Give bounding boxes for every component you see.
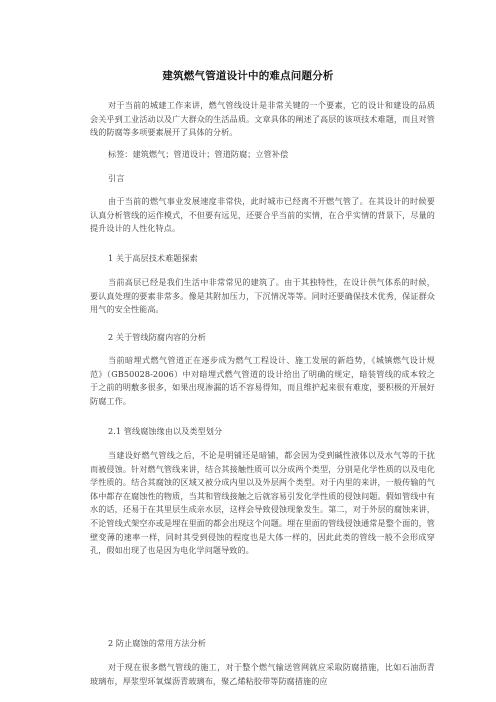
page-title: 建筑燃气管道设计中的难点问题分析 bbox=[162, 70, 334, 82]
section-2-methods-heading: 2 防止腐蚀的常用方法分析 bbox=[108, 638, 207, 648]
abstract-paragraph: 对于当前的城建工作来讲，燃气管线设计是非常关键的一个要素，它的设计和建设的品质会关乎到工业活动以及广大群众的生活品质。文章具体的阐述了高层的该项技术难题，而且对管线的防腐等多项要素展开了具体的分析。 bbox=[90, 100, 435, 138]
section-1-heading: 1 关于高层技术难题探索 bbox=[108, 253, 198, 263]
section-2-1-paragraph: 当建设好燃气管线之后，不论是明铺还是暗铺，都会因为受到碱性液体以及水气等的干扰而被侵蚀。针对燃气管线来讲，结合其接触性质可以分成两个类型，分别是化学性质的以及电化学性质的。结合其腐蚀的区域又被分成内里以及外层两个类型。对于内里的来讲，一般传输的气体中都存在腐蚀性的物质，当其和管线接触之后就容易引发化学性质的侵蚀问题。假如管线中有水的话，还易于在其里层生成亲水层，这样会导致侵蚀现象发生。第二，对于外层的腐蚀来讲，不论管线式架空亦或是埋在里面的都会出现这个问题。埋在里面的管线侵蚀通常是整个面的，管壁变薄的速率一样，同时其受到侵蚀的程度也是大体一样的，因此此类的管线一般不会形成穿孔，假如出现了也是因为电化学问题导致的。 bbox=[90, 450, 435, 556]
section-2-paragraph: 当前暗埋式燃气管道正在逐步成为燃气工程设计、施工发展的新趋势，《城镇燃气设计规范》（GB50028-2006）中对暗埋式燃气管道的设计给出了明确的规定，暗装管线的成本较之于之前的明敷多很多，如果出现渗漏的话不容易得知，而且维护起来很有难度，要积极的开展好防腐工作。 bbox=[90, 355, 435, 406]
section-1-paragraph: 当前高层已经是我们生活中非常常见的建筑了。由于其独特性，在设计供气体系的时候，要认真处理的要素非常多。像是其附加压力，下沉情况等等。同时还要确保技术优秀，保证群众用气的安全性能高。 bbox=[90, 277, 435, 315]
keywords-line: 标签：建筑燃气；管道设计；管道防腐；立管补偿 bbox=[108, 149, 289, 159]
section-2-heading: 2 关于管线防腐内容的分析 bbox=[108, 332, 207, 342]
section-2-methods-paragraph: 对于现在很多燃气管线的施工，对于整个燃气输送管网就应采取防腐措施，比如石油沥青玻璃布，厚浆型环氧煤沥青玻璃布，聚乙烯粘胶带等防腐措施的应 bbox=[90, 662, 435, 686]
intro-heading: 引言 bbox=[108, 173, 125, 183]
intro-paragraph: 由于当前的燃气事业发展速度非常快，此时城市已经离不开燃气管了。在其设计的时候要认真分析管线的运作模式，不但要有远见，还要合乎当前的实情，在合乎实情的背景下，尽量的提升设计的人性化特点。 bbox=[90, 196, 435, 234]
section-2-1-heading: 2.1 管线腐蚀缘由以及类型划分 bbox=[108, 426, 223, 436]
